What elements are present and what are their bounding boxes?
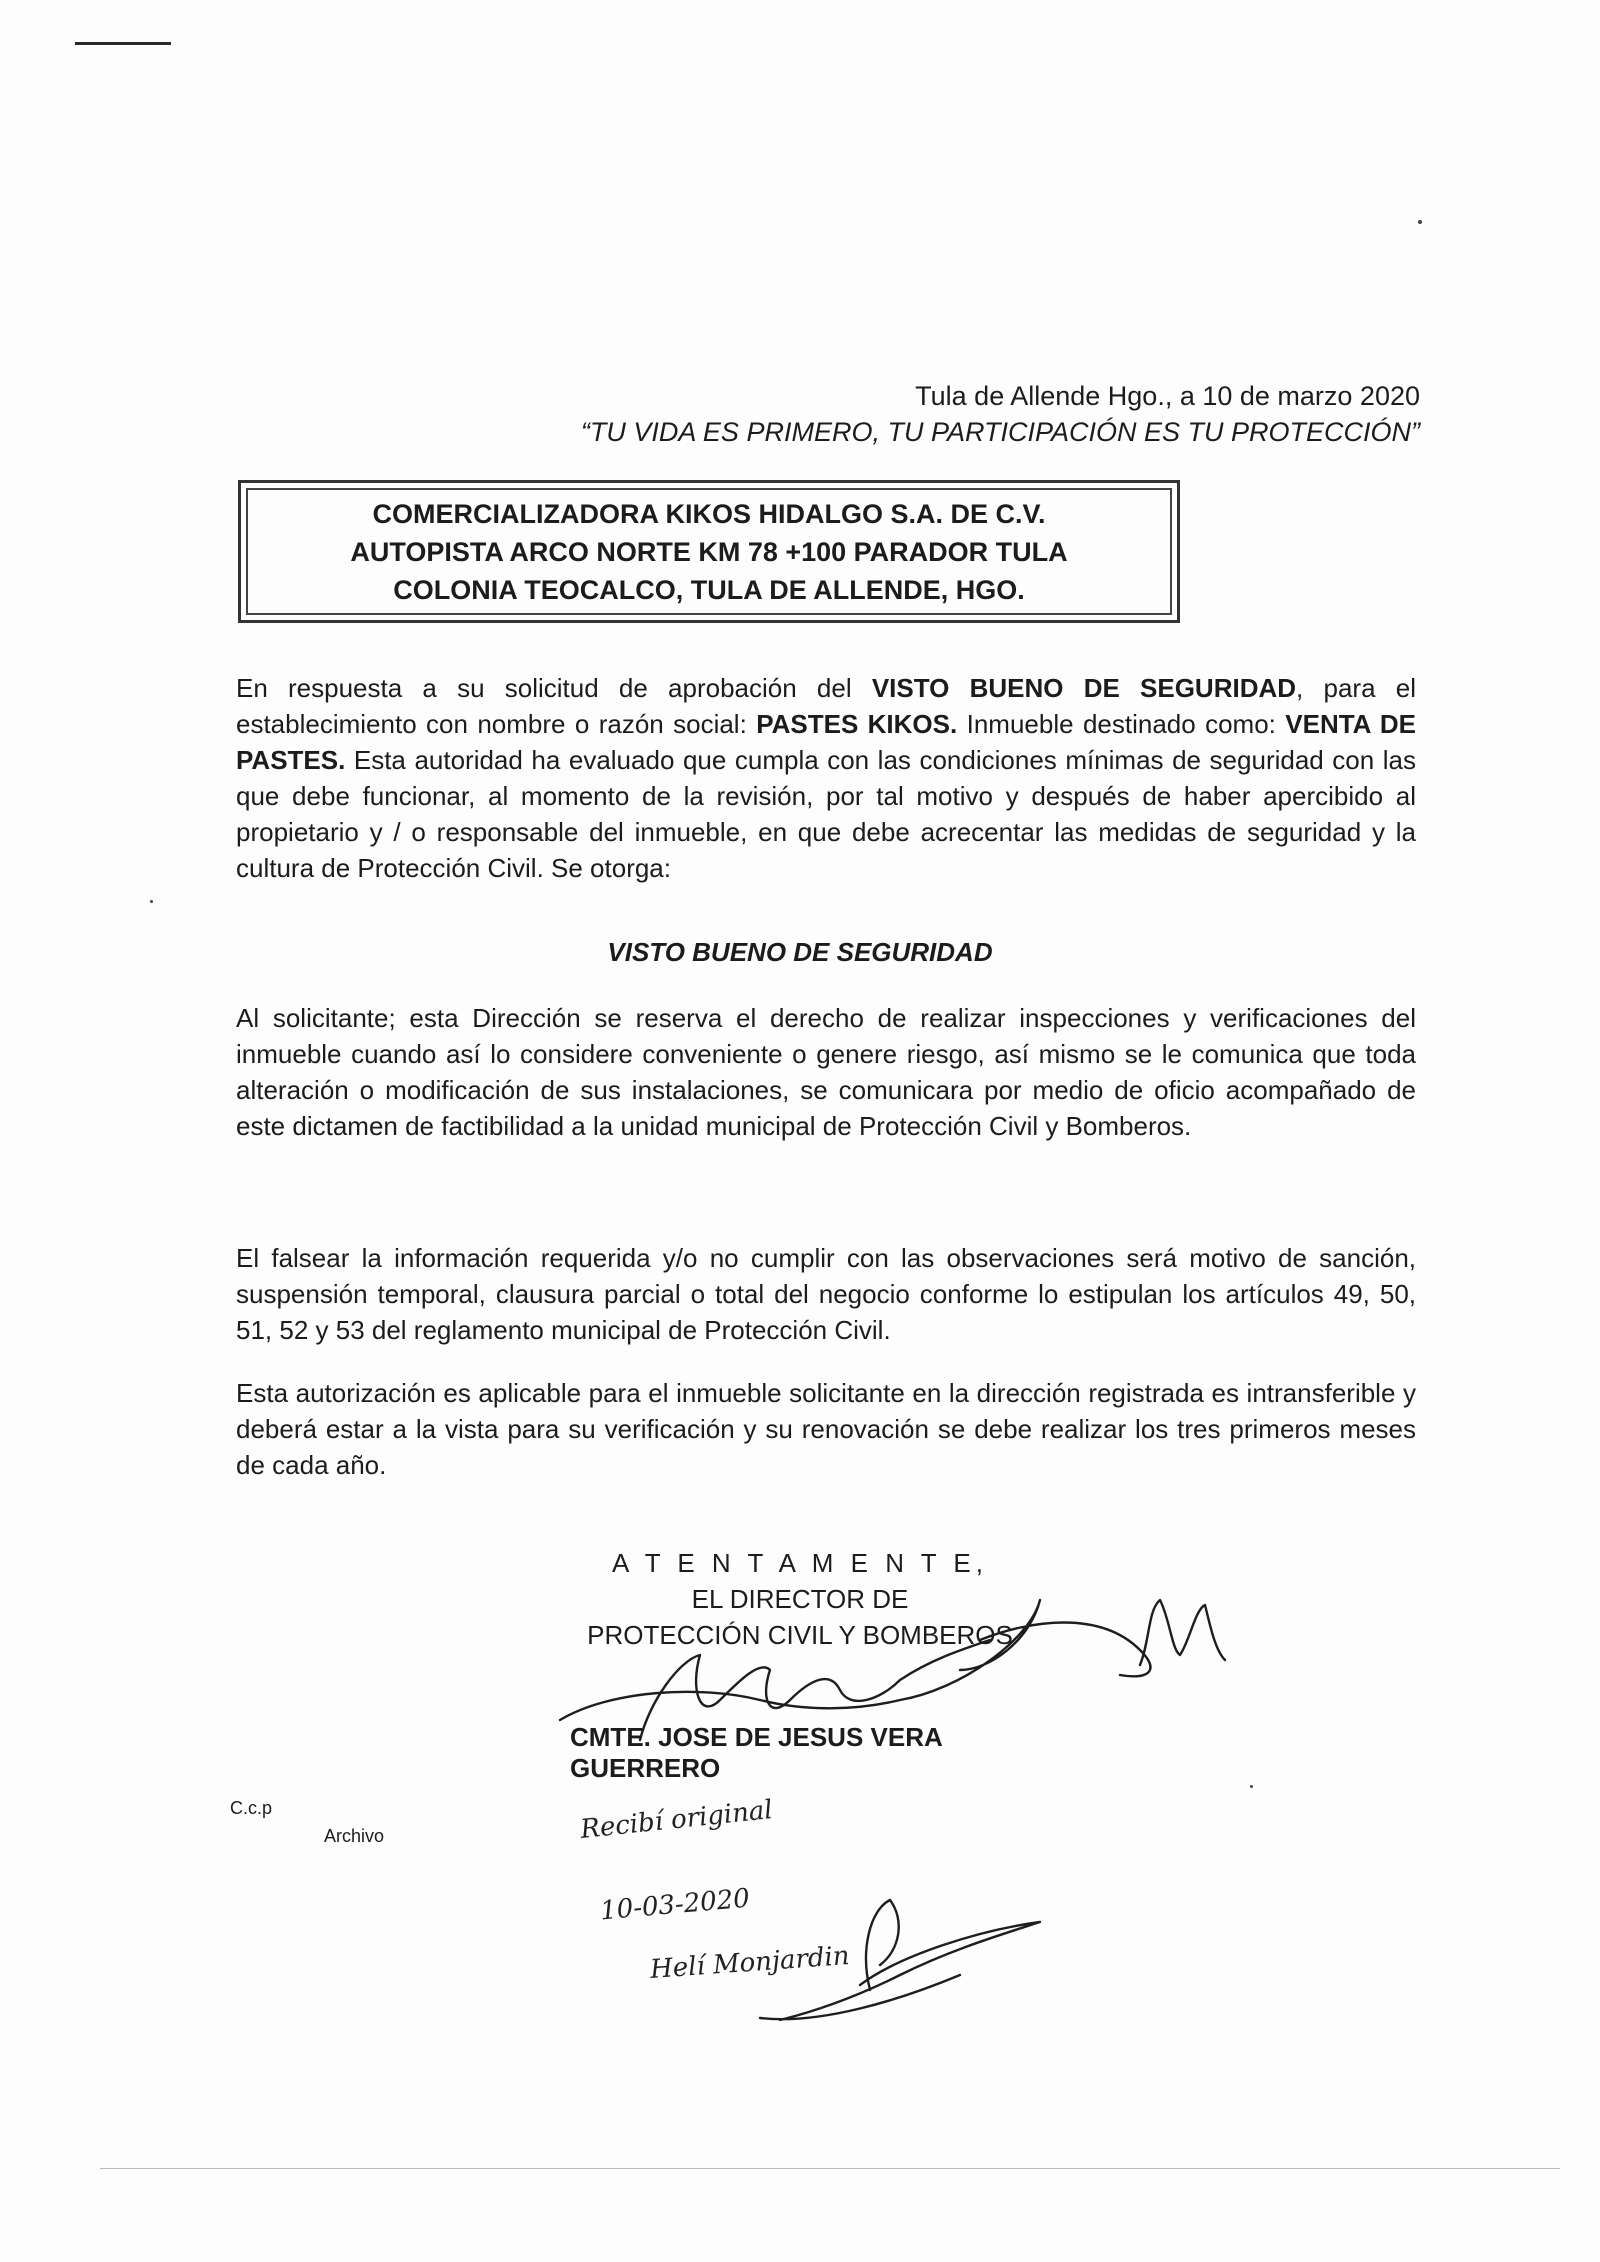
closing-title: EL DIRECTOR DE — [691, 1584, 909, 1614]
paragraph-sanctions: El falsear la información requerida y/o no cumplir con las observaciones será motivo de sanción, suspensión temporal, clausura parcial o total del negocio conforme lo estipulan los artículos 49, 50, 51, 52 y 53 del reglamento municipal de Protección Civil. — [236, 1243, 1416, 1345]
initial-mark — [1140, 1600, 1225, 1665]
paragraph-inspections: Al solicitante; esta Dirección se reserva el derecho de realizar inspecciones y verificaciones del inmueble cuando así lo considere conveniente o genere riesgo, así mismo se le comunica que toda alteración o modificación de sus instalaciones, se comunicara por medio de oficio acompañado de este dictamen de factibilidad a la unidad municipal de Protección Civil y Bomberos. — [236, 1003, 1416, 1141]
scan-speck — [150, 900, 153, 903]
paragraph-validity: Esta autorización es aplicable para el inmueble solicitante en la dirección registrada es intransferible y deberá estar a la vista para su verificación y su renovación se debe realizar los tres primeros meses de cada año. — [236, 1378, 1416, 1480]
paragraph-request — [236, 670, 1416, 886]
text-run: Inmueble destinado como: — [957, 709, 1286, 739]
closing-salutation: A T E N T A M E N T E, — [612, 1548, 988, 1578]
archivo-label: Archivo — [324, 1826, 385, 1846]
text-run: , para el establecimiento con nombre o razón social: — [236, 673, 1416, 739]
handwritten-name: Helí Monjardin — [649, 1941, 851, 1985]
handwritten-date: 10-03-2020 — [598, 1883, 751, 1927]
addressee-company: COMERCIALIZADORA KIKOS HIDALGO S.A. DE C.V. — [372, 498, 1046, 529]
letter-header — [560, 378, 1420, 450]
bottom-rule — [100, 2168, 1560, 2169]
slogan: “TU VIDA ES PRIMERO, TU PARTICIPACIÓN ES TU PROTECCIÓN” — [580, 417, 1420, 447]
signer-name: CMTE. JOSE DE JESUS VERA GUERRERO — [570, 1722, 942, 1783]
addressee-box — [238, 480, 1180, 623]
section-title: VISTO BUENO DE SEGURIDAD — [607, 937, 993, 967]
addressee-colony: COLONIA TEOCALCO, TULA DE ALLENDE, HGO. — [393, 574, 1025, 605]
text-run-bold: VISTO BUENO DE SEGURIDAD — [871, 673, 1297, 703]
text-run: En respuesta a su solicitud de aprobación del — [236, 673, 872, 703]
business-name: PASTES KIKOS. — [756, 709, 958, 739]
place-date: Tula de Allende Hgo., a 10 de marzo 2020 — [915, 381, 1420, 411]
top-rule — [75, 42, 171, 45]
handwritten-received: Recibí original — [578, 1794, 775, 1846]
scan-speck — [1418, 220, 1422, 224]
closing-department: PROTECCIÓN CIVIL Y BOMBEROS — [587, 1620, 1013, 1650]
scan-speck — [1250, 1785, 1253, 1788]
addressee-street: AUTOPISTA ARCO NORTE KM 78 +100 PARADOR TULA — [350, 536, 1068, 567]
text-run: Esta autoridad ha evaluado que cumpla con las condiciones mínimas de seguridad con las que debe funcionar, al momento de la revisión, por tal motivo y después de haber apercibido al propietario y / o responsable del inmueble, en que debe acrecentar las medidas de seguridad y la cultura de Protección Civil. Se otorga: — [236, 745, 1416, 883]
closing-block — [580, 1545, 1020, 1653]
ccp-label: C.c.p — [230, 1798, 273, 1818]
business-use: VENTA DE PASTES. — [236, 709, 1416, 775]
